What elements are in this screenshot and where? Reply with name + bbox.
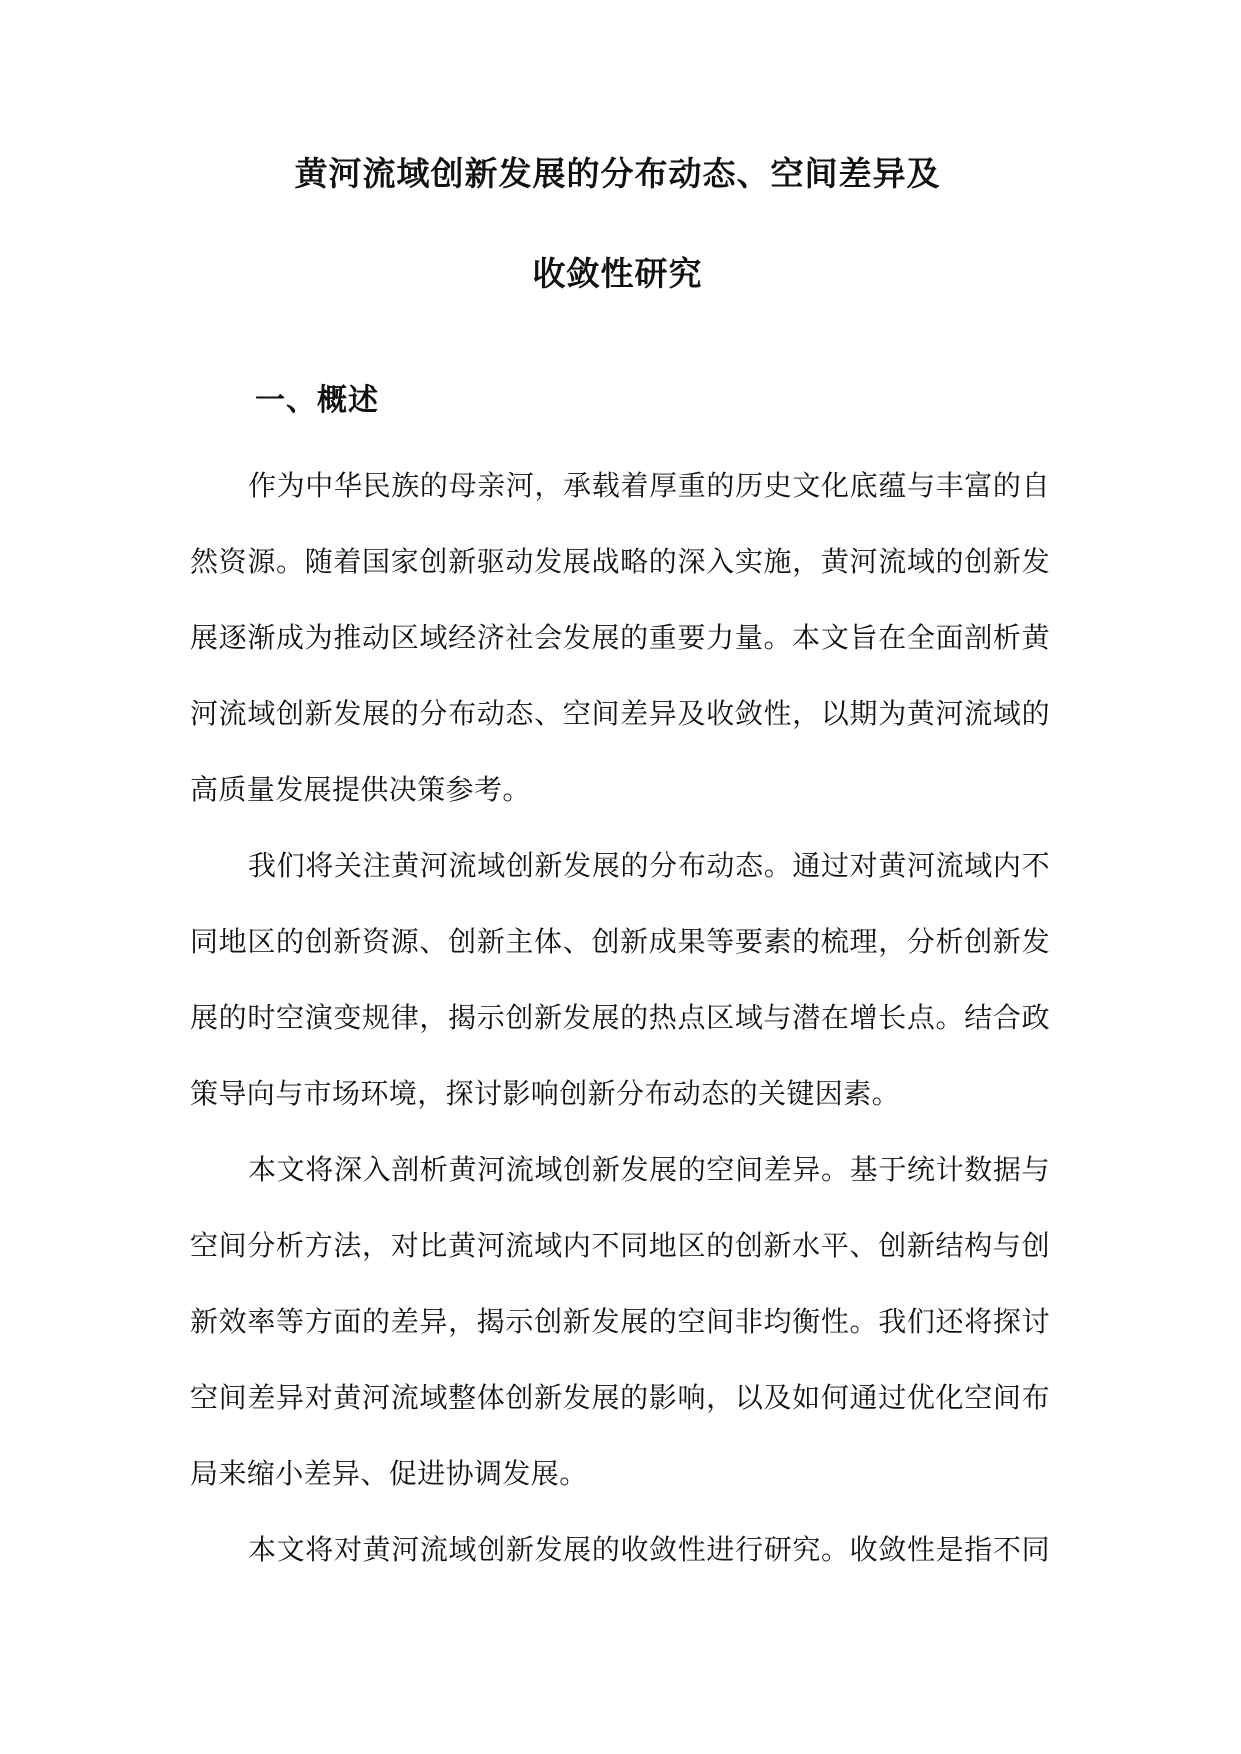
section-heading: 一、概述 — [255, 383, 379, 418]
paragraph-line: 空间差异对黄河流域整体创新发展的影响，以及如何通过优化空间布 — [190, 1381, 1050, 1414]
paragraph-line: 本文将对黄河流域创新发展的收敛性进行研究。收敛性是指不同 — [248, 1533, 1050, 1566]
paragraph-line: 高质量发展提供决策参考。 — [190, 773, 531, 806]
paragraph-line: 策导向与市场环境，探讨影响创新分布动态的关键因素。 — [190, 1077, 901, 1110]
paragraph-line: 展的时空演变规律，揭示创新发展的热点区域与潜在增长点。结合政 — [190, 1001, 1050, 1034]
paragraph-line: 河流域创新发展的分布动态、空间差异及收敛性，以期为黄河流域的 — [190, 697, 1050, 730]
paragraph-line: 空间分析方法，对比黄河流域内不同地区的创新水平、创新结构与创 — [190, 1229, 1050, 1262]
paragraph — [190, 1526, 1050, 1602]
paragraph — [190, 842, 1050, 1146]
paragraph-line: 局来缩小差异、促进协调发展。 — [190, 1457, 588, 1490]
body-text — [190, 462, 1050, 1602]
paragraph-line: 本文将深入剖析黄河流域创新发展的空间差异。基于统计数据与 — [248, 1153, 1050, 1186]
document-title-line-2: 收敛性研究 — [532, 254, 703, 293]
paragraph-line: 同地区的创新资源、创新主体、创新成果等要素的梳理，分析创新发 — [190, 925, 1050, 958]
paragraph — [190, 1146, 1050, 1526]
paragraph-line: 然资源。随着国家创新驱动发展战略的深入实施，黄河流域的创新发 — [190, 545, 1050, 578]
paragraph — [190, 462, 1050, 842]
paragraph-line: 作为中华民族的母亲河，承载着厚重的历史文化底蕴与丰富的自 — [248, 469, 1050, 502]
paragraph-line: 新效率等方面的差异，揭示创新发展的空间非均衡性。我们还将探讨 — [190, 1305, 1050, 1338]
paragraph-line: 展逐渐成为推动区域经济社会发展的重要力量。本文旨在全面剖析黄 — [190, 621, 1050, 654]
document-title-line-1: 黄河流域创新发展的分布动态、空间差异及 — [294, 154, 941, 193]
paragraph-line: 我们将关注黄河流域创新发展的分布动态。通过对黄河流域内不 — [248, 849, 1050, 882]
